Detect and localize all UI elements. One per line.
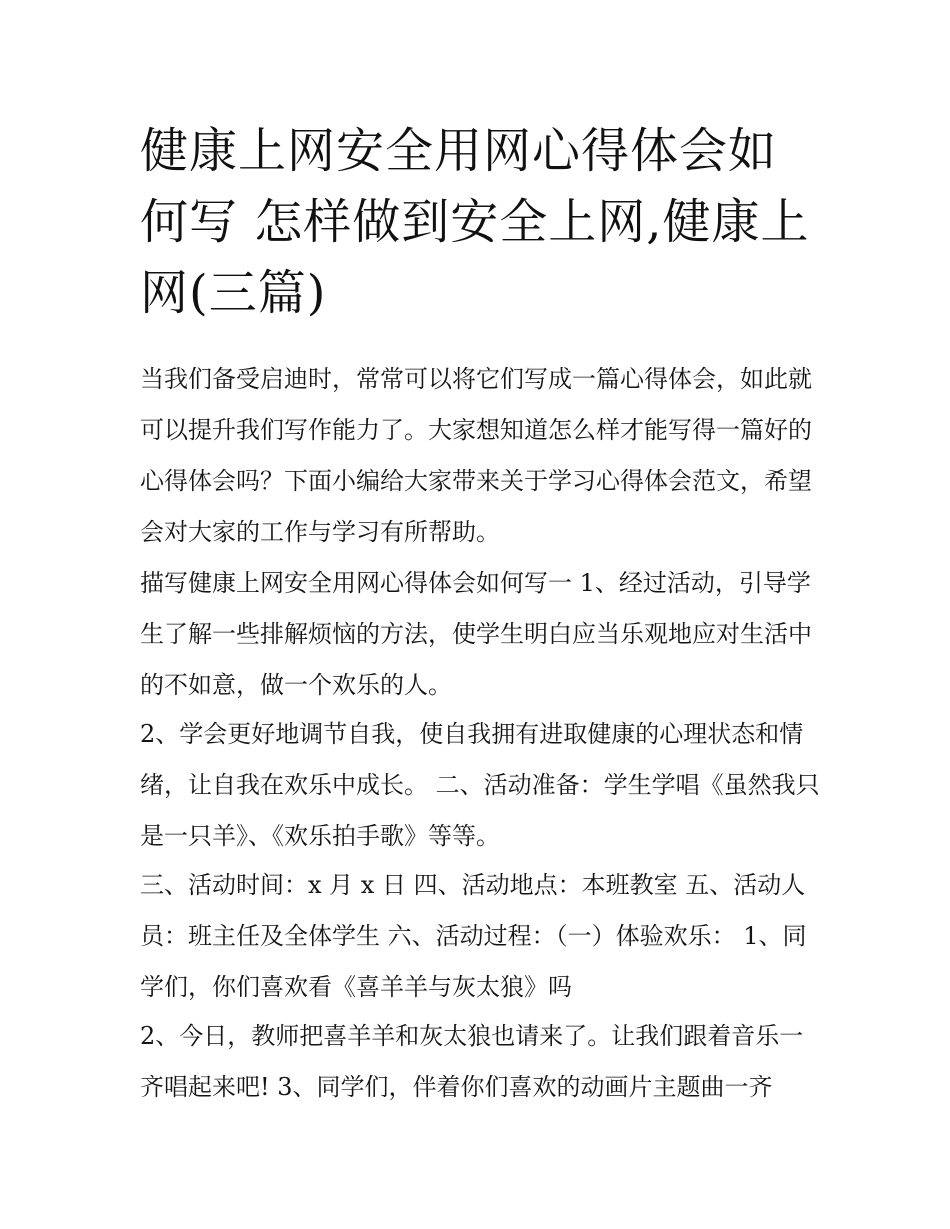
paragraph-activity-steps: 2、今日，教师把喜羊羊和灰太狼也请来了。让我们跟着音乐一齐唱起来吧! 3、同学们，伴着你们喜欢的动画片主题曲一齐 — [140, 1022, 804, 1101]
document-title: 健康上网安全用网心得体会如何写 怎样做到安全上网,健康上网(三篇) — [140, 123, 810, 321]
paragraph-activity-info: 三、活动时间：x 月 x 日 四、活动地点：本班教室 五、活动人员：班主任及全体学生 六、活动过程：（一）体验欢乐： 1、同学们，你们喜欢看《喜羊羊与灰太狼》吗 — [140, 871, 807, 1001]
paragraph-goal-2: 2、学会更好地调节自我，使自我拥有进取健康的心理状态和情绪，让自我在欢乐中成长。 二、活动准备：学生学唱《虽然我只是一只羊》、《欢乐拍手歌》等等。 — [140, 720, 820, 850]
paragraph-goal-1: 描写健康上网安全用网心得体会如何写一 1、经过活动，引导学生了解一些排解烦恼的方法，使学生明白应当乐观地应对生活中的不如意，做一个欢乐的人。 — [140, 569, 812, 699]
paragraph-intro: 当我们备受启迪时，常常可以将它们写成一篇心得体会，如此就可以提升我们写作能力了。大家想知道怎么样才能写得一篇好的心得体会吗？下面小编给大家带来关于学习心得体会范文，希望会对大家的工作与学习有所帮助。 — [140, 365, 812, 546]
